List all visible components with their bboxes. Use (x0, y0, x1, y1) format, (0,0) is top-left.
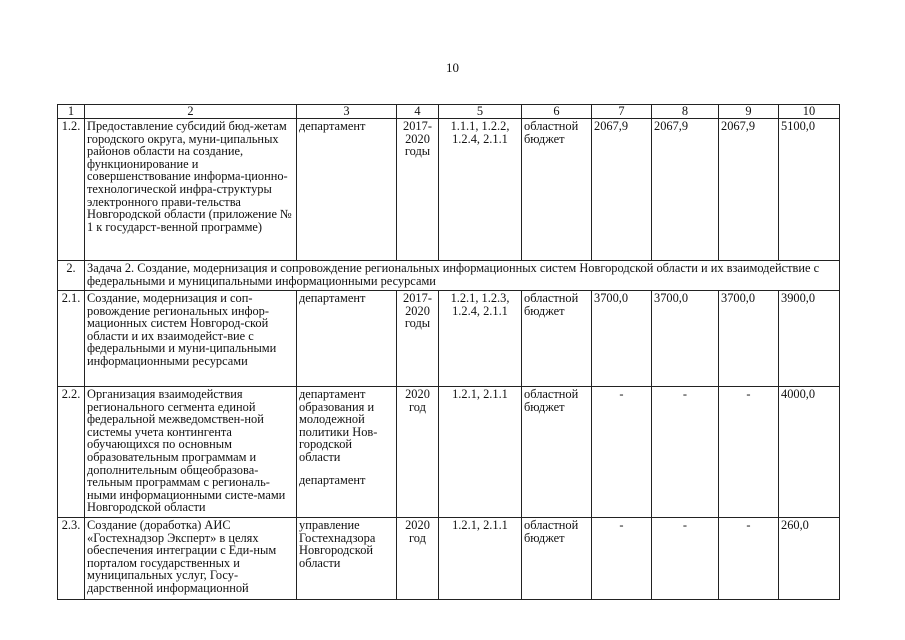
header-cell-8: 8 (652, 105, 719, 119)
value-col-10: 260,0 (779, 518, 840, 600)
value-col-10: 4000,0 (779, 387, 840, 518)
executor-text: департамент (299, 291, 366, 305)
indicators-cell: 1.1.1, 1.2.2, 1.2.4, 2.1.1 (439, 119, 522, 261)
value-col-7: 3700,0 (592, 291, 652, 387)
executor-text: управление Гостехнадзора Новгородской области (299, 518, 376, 570)
page-number: 10 (446, 60, 459, 75)
value-col-8: - (652, 387, 719, 518)
task-title: Задача 2. Создание, модернизация и сопровождение региональных информационных систем Новгородской области и их взаимодействие с федеральными и муниципальными информационными ресурсами (85, 261, 840, 291)
value-col-9: 3700,0 (719, 291, 779, 387)
program-activities-table (57, 104, 840, 600)
activity-name: Предоставление субсидий бюд-жетам городского округа, муни-ципальных районов области на создание, функционирование и совершенствование информа-ционно-технологической инфра-структуры электронного прави-тельства Новгородской области (приложение № 1 к государст-венной программе) (85, 119, 297, 261)
header-cell-4: 4 (397, 105, 439, 119)
header-cell-9: 9 (719, 105, 779, 119)
table-row (58, 291, 840, 387)
period-cell: 2020 год (397, 387, 439, 518)
executor-text-secondary: департамент (299, 472, 366, 487)
row-number: 2.1. (58, 291, 85, 387)
indicators-cell: 1.2.1, 2.1.1 (439, 387, 522, 518)
funding-source-cell: областной бюджет (522, 291, 592, 387)
executor-cell (297, 518, 397, 600)
header-cell-6: 6 (522, 105, 592, 119)
value-col-10: 5100,0 (779, 119, 840, 261)
period-cell: 2017-2020 годы (397, 291, 439, 387)
indicators-cell: 1.2.1, 2.1.1 (439, 518, 522, 600)
value-col-9: - (719, 518, 779, 600)
value-col-9: 2067,9 (719, 119, 779, 261)
value-col-8: 3700,0 (652, 291, 719, 387)
funding-source-cell: областной бюджет (522, 387, 592, 518)
activity-name: Создание, модернизация и соп-ровождение региональных инфор-мационных систем Новгород-ской области и их взаимодейст-вие с федеральными и муни-ципальными информационными ресурсами (85, 291, 297, 387)
executor-text: департамент образования и молодежной политики Нов-городской области (299, 387, 378, 464)
header-cell-1: 1 (58, 105, 85, 119)
header-cell-2: 2 (85, 105, 297, 119)
header-cell-3: 3 (297, 105, 397, 119)
funding-source-cell: областной бюджет (522, 119, 592, 261)
header-cell-7: 7 (592, 105, 652, 119)
value-col-8: - (652, 518, 719, 600)
activity-name: Создание (доработка) АИС «Гостехнадзор Эксперт» в целях обеспечения интеграции с Еди-ным порталом государственных и муниципальных услуг, Госу-дарственной информационной (85, 518, 297, 600)
value-col-7: 2067,9 (592, 119, 652, 261)
activity-name: Организация взаимодействия регионального сегмента единой федеральной межведомствен-ной системы учета контингента обучающихся по основным образовательным программам и дополнительным общеобразова-тельным программам с региональ-ными информационными систе-мами Новгородской области (85, 387, 297, 518)
row-number: 2.2. (58, 387, 85, 518)
indicators-cell: 1.2.1, 1.2.3, 1.2.4, 2.1.1 (439, 291, 522, 387)
header-cell-10: 10 (779, 105, 840, 119)
executor-cell (297, 119, 397, 261)
funding-source-cell: областной бюджет (522, 518, 592, 600)
value-col-7: - (592, 518, 652, 600)
executor-cell (297, 387, 397, 518)
header-row (58, 105, 840, 119)
table-row (58, 518, 840, 600)
task-row (58, 261, 840, 291)
table-row (58, 387, 840, 518)
value-col-8: 2067,9 (652, 119, 719, 261)
header-cell-5: 5 (439, 105, 522, 119)
period-cell: 2020 год (397, 518, 439, 600)
row-number: 2.3. (58, 518, 85, 600)
row-number: 1.2. (58, 119, 85, 261)
value-col-7: - (592, 387, 652, 518)
executor-cell (297, 291, 397, 387)
period-cell: 2017-2020 годы (397, 119, 439, 261)
value-col-10: 3900,0 (779, 291, 840, 387)
executor-text: департамент (299, 119, 366, 133)
value-col-9: - (719, 387, 779, 518)
row-number: 2. (58, 261, 85, 291)
table-row (58, 119, 840, 261)
